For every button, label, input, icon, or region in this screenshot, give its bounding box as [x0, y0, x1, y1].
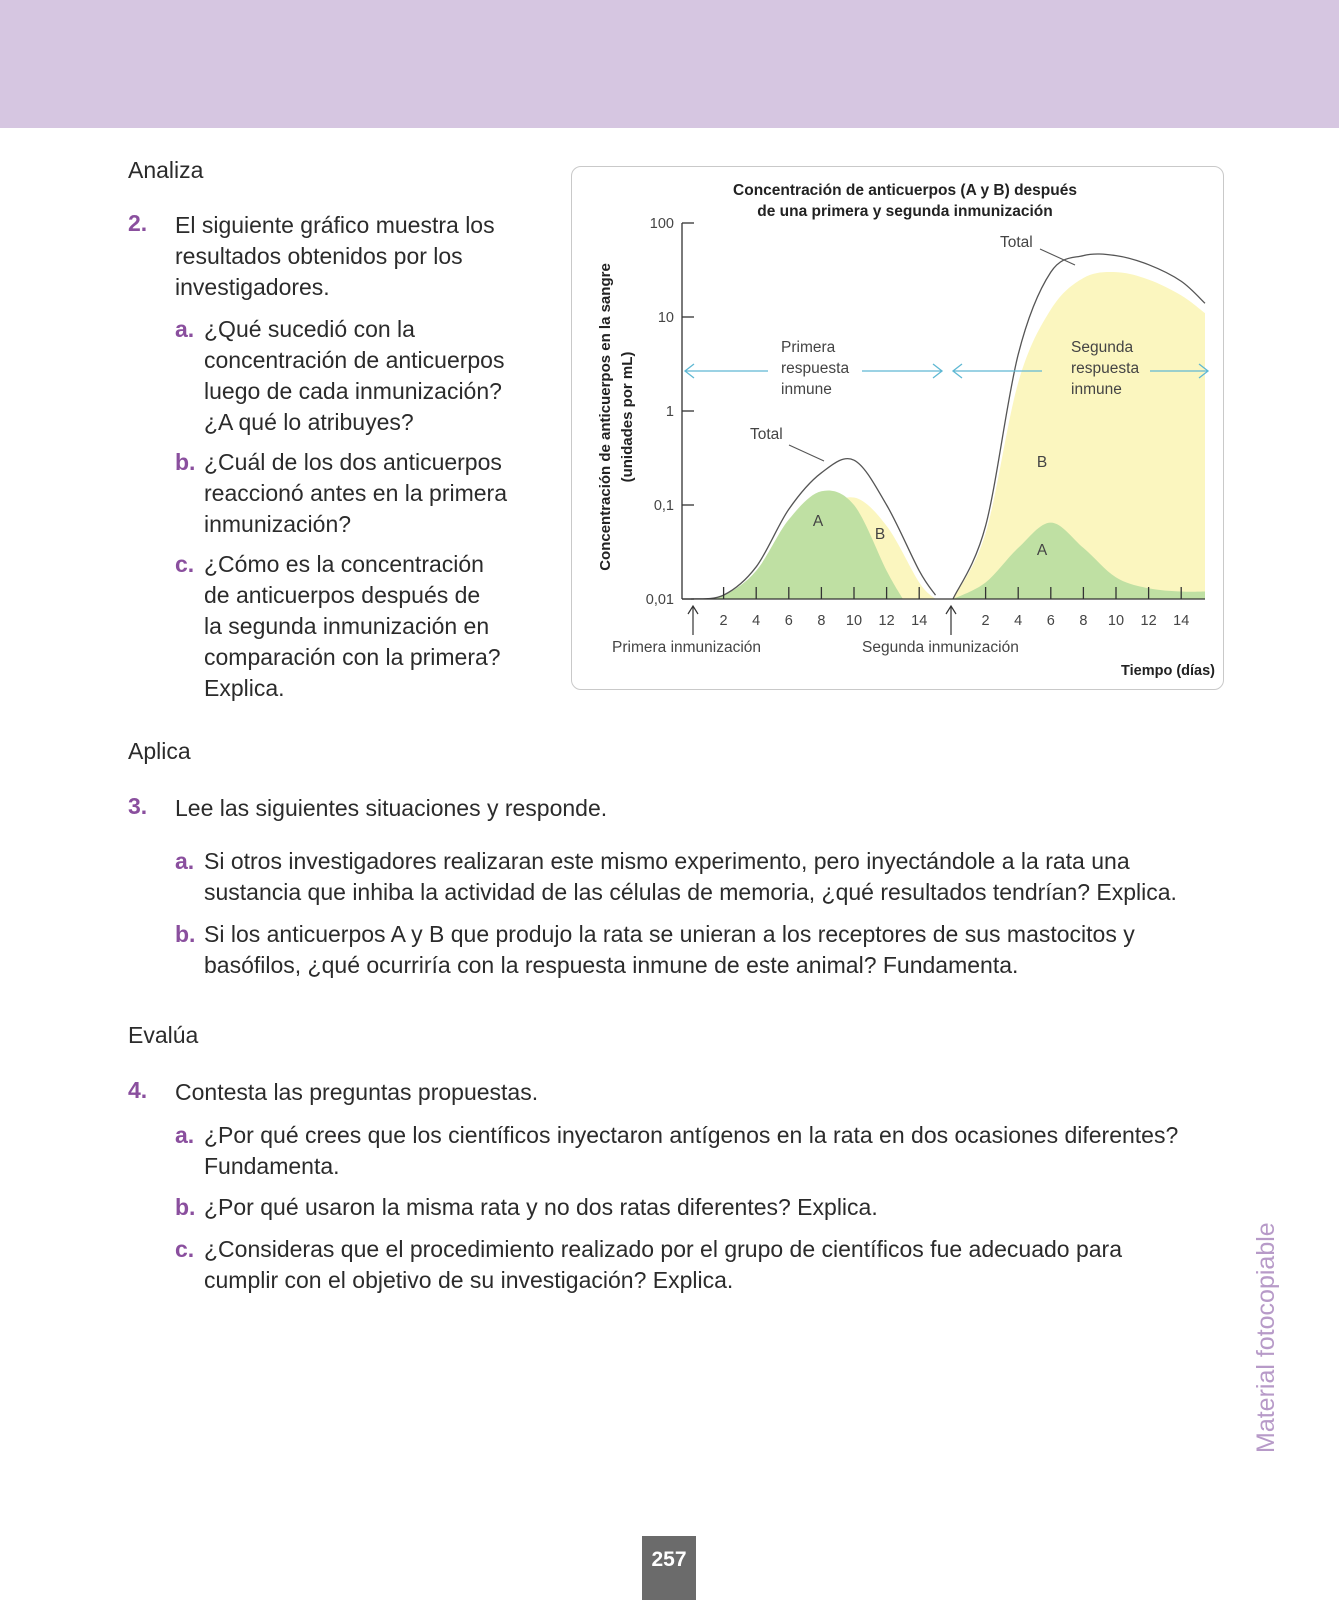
question-3a: a. Si otros investigadores realizaran este mismo experimento, pero inyectándole a la rata una sustancia que inhiba la actividad de las células de memoria, ¿qué resultados tendrían? Explica. — [175, 848, 1177, 905]
primera-respuesta-label: Primera — [781, 339, 836, 356]
question-2a: a. ¿Qué sucedió con la concentración de anticuerpos luego de cada inmunización? ¿A qué lo atribuyes? — [175, 316, 505, 435]
antibody-chart-svg — [572, 167, 1225, 691]
x-first-tick-label: 12 — [878, 613, 895, 629]
question-4a: a. ¿Por qué crees que los científicos inyectaron antígenos en la rata en dos ocasiones diferentes? Fundamenta. — [175, 1122, 1179, 1179]
x-second-tick-label: 8 — [1079, 613, 1088, 629]
question-number-3: 3. — [128, 793, 148, 819]
question-4-text: Contesta las preguntas propuestas. — [175, 1079, 539, 1105]
question-4c: c. ¿Consideras que el procedimiento realizado por el grupo de científicos fue adecuado para cumplir con el objetivo de su investigación? Explica. — [175, 1236, 1123, 1293]
question-2b: b. ¿Cuál de los dos anticuerpos reaccionó antes en la primera inmunización? — [175, 449, 507, 537]
total-label-second: Total — [1000, 234, 1033, 251]
x-first-tick-label: 10 — [845, 613, 863, 629]
section-title-analiza: Analiza — [128, 157, 204, 183]
segunda-respuesta-label: inmune — [1071, 381, 1122, 398]
y-tick-label: 10 — [657, 310, 674, 326]
x-second-tick-label: 4 — [1014, 613, 1023, 629]
y-axis-label-line: (unidades por mL) — [619, 351, 636, 483]
x-first-tick-label: 14 — [911, 613, 928, 629]
series-a-label-second: A — [1036, 542, 1048, 559]
question-3b: b. Si los anticuerpos A y B que produjo la rata se unieran a los receptores de sus mastocitos y basófilos, ¿qué ocurriría con la respuesta inmune de este animal? Fundamenta. — [175, 921, 1135, 978]
question-number-2: 2. — [128, 210, 148, 236]
chart-title-line: Concentración de anticuerpos (A y B) después — [733, 182, 1077, 199]
y-tick-label: 0,01 — [645, 592, 674, 608]
question-2c: c. ¿Cómo es la concentración de anticuerpos después de la segunda inmunización en comparación con la primera? Explica. — [175, 551, 501, 701]
top-header-band — [0, 0, 1339, 128]
x-first-tick-label: 6 — [784, 613, 793, 629]
y-tick-label: 0,1 — [653, 498, 674, 514]
primera-respuesta-label: respuesta — [781, 360, 850, 377]
total-pointer-second — [1040, 249, 1075, 265]
section-title-evalua: Evalúa — [128, 1022, 199, 1048]
total-pointer-first — [789, 445, 824, 461]
section-title-aplica: Aplica — [128, 738, 191, 764]
y-tick-label: 100 — [649, 216, 674, 232]
segunda-respuesta-label: respuesta — [1071, 360, 1140, 377]
series-b-label-second: B — [1036, 454, 1048, 471]
x-first-tick-label: 2 — [719, 613, 728, 629]
chart-title-line: de una primera y segunda inmunización — [757, 203, 1053, 220]
segunda-respuesta-label: Segunda — [1071, 339, 1134, 356]
question-number-4: 4. — [128, 1077, 148, 1103]
question-3-text: Lee las siguientes situaciones y responde. — [175, 795, 608, 821]
x-second-tick-label: 10 — [1107, 613, 1125, 629]
x-second-tick-label: 14 — [1173, 613, 1190, 629]
series-a-area-first — [691, 490, 903, 599]
series-a-label-first: A — [812, 513, 824, 530]
second-immunization-label: Segunda inmunización — [862, 639, 1019, 656]
x-first-tick-label: 4 — [752, 613, 761, 629]
primera-respuesta-label: inmune — [781, 381, 832, 398]
x-axis-label: Tiempo (días) — [1121, 663, 1215, 679]
x-first-tick-label: 8 — [817, 613, 826, 629]
y-axis-label-line: Concentración de anticuerpos en la sangre — [597, 263, 614, 571]
series-b-label-first: B — [874, 526, 886, 543]
page-number: 257 — [642, 1536, 696, 1600]
antibody-chart — [571, 166, 1224, 690]
x-second-tick-label: 12 — [1140, 613, 1157, 629]
x-second-tick-label: 6 — [1046, 613, 1055, 629]
y-tick-label: 1 — [665, 404, 674, 420]
first-immunization-label: Primera inmunización — [612, 639, 762, 656]
question-2-text: El siguiente gráfico muestra los resultados obtenidos por los investigadores. — [175, 212, 495, 300]
total-label-first: Total — [750, 426, 783, 443]
question-4b: b. ¿Por qué usaron la misma rata y no dos ratas diferentes? Explica. — [175, 1194, 878, 1220]
x-second-tick-label: 2 — [981, 613, 990, 629]
